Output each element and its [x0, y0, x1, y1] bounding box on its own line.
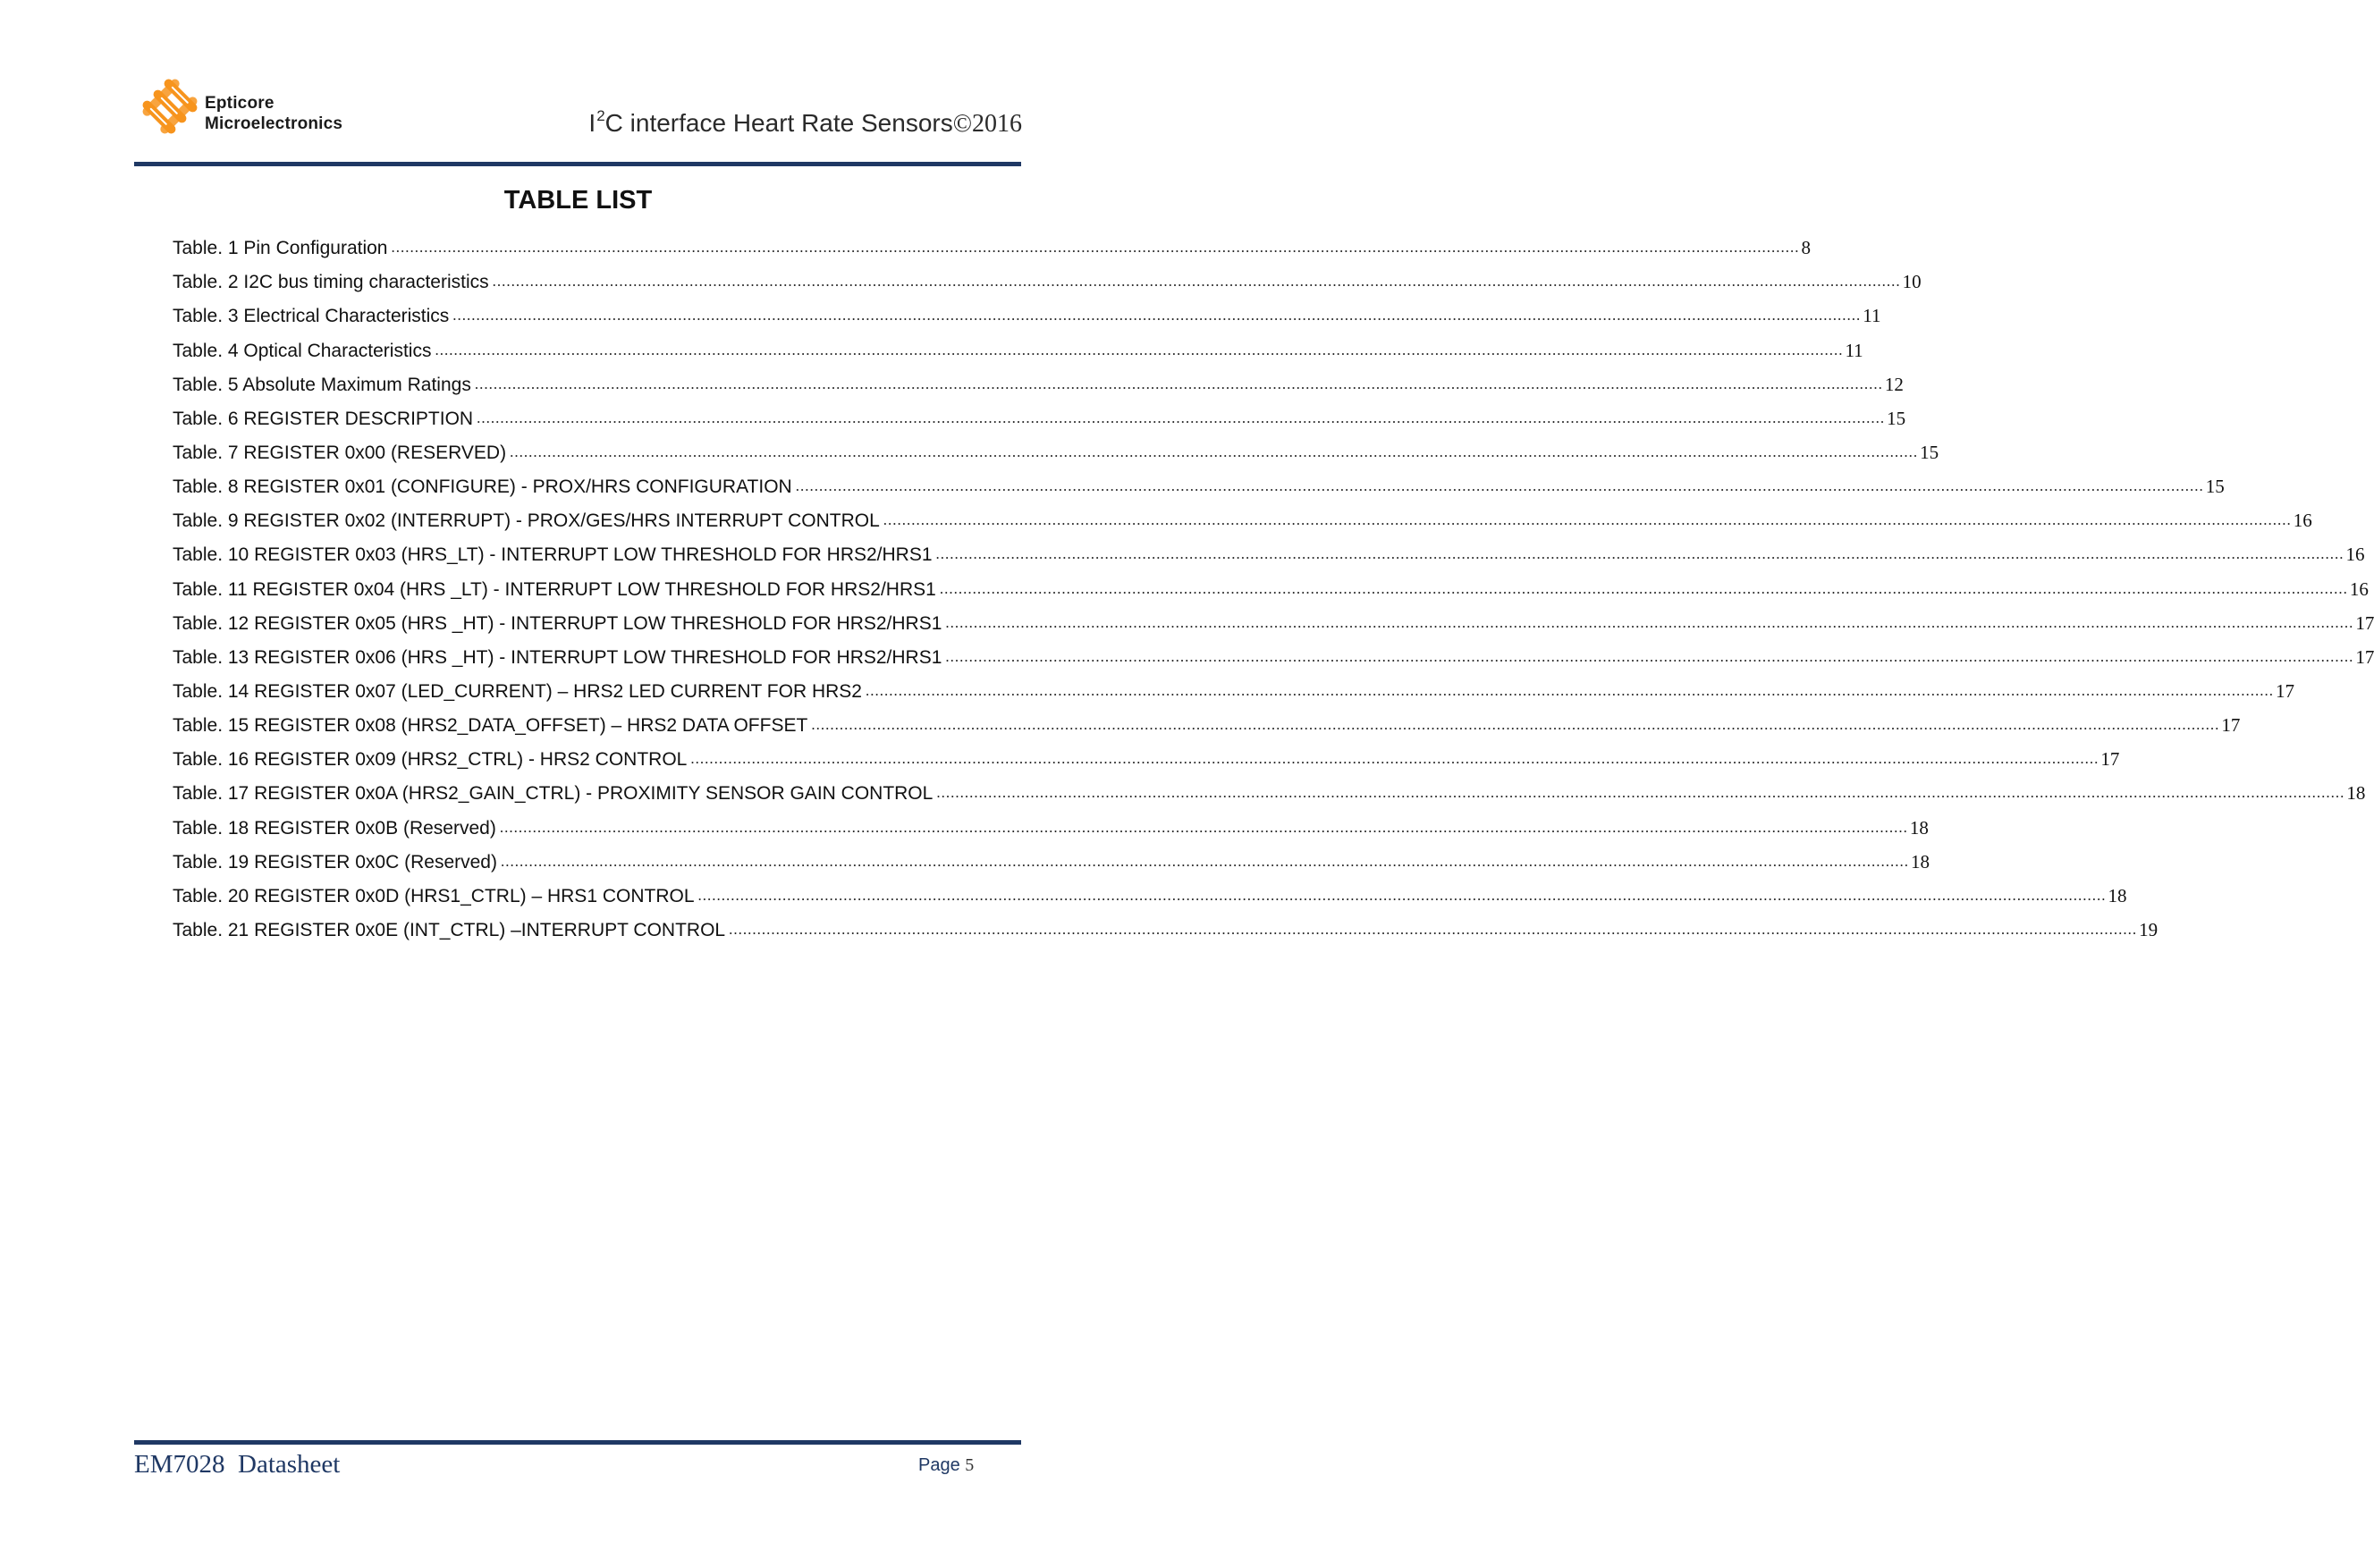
toc-entry-label: Table. 20 REGISTER 0x0D (HRS1_CTRL) – HRS1 CONTROL — [173, 885, 695, 906]
toc-entry-page: 16 — [2345, 544, 2365, 566]
toc-dot-leader: ............................................................................................................................................................................................................................................................................................................ — [690, 750, 2099, 768]
footer-page-label: Page — [918, 1455, 960, 1475]
toc-entry-page: 16 — [2349, 577, 2369, 600]
toc-entry-label: Table. 8 REGISTER 0x01 (CONFIGURE) - PROX/HRS CONFIGURATION — [173, 476, 792, 498]
toc-dot-leader: ............................................................................................................................................................................................................................................................................................................ — [510, 443, 1919, 460]
toc-entry-label: Table. 19 REGISTER 0x0C (Reserved) — [173, 851, 497, 873]
toc-entry[interactable] — [173, 362, 1904, 396]
toc-entry-label: Table. 4 Optical Characteristics — [173, 340, 432, 361]
toc-entry[interactable] — [173, 873, 2127, 907]
company-logo — [140, 77, 462, 139]
toc-entry[interactable] — [173, 396, 1906, 430]
toc-title: TABLE LIST — [503, 186, 653, 215]
toc-entry-label: Table. 7 REGISTER 0x00 (RESERVED) — [173, 442, 507, 463]
toc-entry[interactable] — [173, 327, 1863, 361]
footer-page — [918, 1455, 974, 1476]
toc-dot-leader: ............................................................................................................................................................................................................................................................................................................ — [935, 545, 2344, 563]
toc-entry-label: Table. 1 Pin Configuration — [173, 238, 388, 259]
toc-entry[interactable] — [173, 703, 2241, 737]
toc-entry[interactable] — [173, 839, 1930, 873]
footer-rule — [134, 1440, 1021, 1445]
title-copyright: ©2016 — [952, 110, 1022, 138]
toc-entry[interactable] — [173, 771, 2366, 805]
toc-entry[interactable] — [173, 293, 1881, 327]
toc-entry-page: 18 — [2108, 884, 2127, 906]
toc-entry-page: 8 — [1801, 237, 1811, 259]
toc-entry-page: 19 — [2139, 918, 2159, 940]
toc-dot-leader: ............................................................................................................................................................................................................................................................................................................ — [697, 886, 2107, 904]
toc-entry-label: Table. 10 REGISTER 0x03 (HRS_LT) - INTERRUPT LOW THRESHOLD FOR HRS2/HRS1 — [173, 544, 933, 566]
toc-dot-leader: ............................................................................................................................................................................................................................................................................................................ — [939, 579, 2348, 597]
toc-entry-label: Table. 16 REGISTER 0x09 (HRS2_CTRL) - HRS2 CONTROL — [173, 749, 688, 771]
header-rule — [134, 162, 1021, 166]
toc-entry-page: 17 — [2221, 714, 2241, 737]
title-prefix: I — [588, 109, 596, 137]
toc-dot-leader: ............................................................................................................................................................................................................................................................................................................ — [391, 239, 1800, 257]
footer-doc-name: EM7028 Datasheet — [134, 1450, 341, 1479]
logo-line-1: Epticore — [205, 94, 275, 113]
toc-dot-leader: ............................................................................................................................................................................................................................................................................................................ — [945, 613, 2354, 631]
toc-dot-leader: ............................................................................................................................................................................................................................................................................................................ — [452, 307, 1862, 325]
document-header-title — [588, 107, 1022, 139]
toc-dot-leader: ............................................................................................................................................................................................................................................................................................................ — [492, 273, 1901, 291]
toc-entry[interactable] — [173, 635, 2374, 669]
toc-entry-page: 10 — [1902, 271, 1922, 293]
toc-entry-page: 15 — [1887, 407, 1906, 429]
toc-entry-page: 17 — [2355, 645, 2374, 668]
toc-entry[interactable] — [173, 430, 1939, 464]
toc-entry-page: 18 — [1910, 850, 1930, 873]
table-list — [173, 225, 2374, 941]
toc-entry-label: Table. 6 REGISTER DESCRIPTION — [173, 408, 474, 429]
title-main: C interface Heart Rate Sensors — [604, 109, 953, 137]
toc-entry[interactable] — [173, 907, 2159, 941]
toc-entry-page: 11 — [1863, 305, 1881, 327]
toc-entry-label: Table. 12 REGISTER 0x05 (HRS _HT) - INTERRUPT LOW THRESHOLD FOR HRS2/HRS1 — [173, 612, 942, 634]
toc-entry-page: 12 — [1884, 373, 1904, 395]
toc-entry[interactable] — [173, 566, 2369, 600]
toc-entry[interactable] — [173, 737, 2120, 771]
toc-dot-leader: ............................................................................................................................................................................................................................................................................................................ — [945, 647, 2354, 665]
toc-dot-leader: ............................................................................................................................................................................................................................................................................................................ — [729, 920, 2138, 938]
title-superscript: 2 — [596, 107, 605, 124]
epticore-logo-icon — [140, 77, 199, 136]
toc-entry[interactable] — [173, 669, 2294, 703]
toc-entry-label: Table. 15 REGISTER 0x08 (HRS2_DATA_OFFSET) – HRS2 DATA OFFSET — [173, 715, 808, 737]
toc-dot-leader: ............................................................................................................................................................................................................................................................................................................ — [811, 716, 2220, 734]
toc-entry-label: Table. 2 I2C bus timing characteristics — [173, 272, 489, 293]
toc-entry[interactable] — [173, 464, 2225, 498]
footer-page-number: 5 — [965, 1455, 975, 1475]
toc-entry-page: 16 — [2293, 510, 2312, 532]
toc-entry[interactable] — [173, 498, 2312, 532]
toc-entry-page: 11 — [1845, 339, 1863, 361]
toc-entry[interactable] — [173, 532, 2365, 566]
toc-entry-page: 17 — [2355, 611, 2374, 634]
toc-entry-page: 15 — [2205, 476, 2225, 498]
toc-dot-leader: ............................................................................................................................................................................................................................................................................................................ — [795, 477, 2204, 495]
toc-entry-page: 17 — [2275, 679, 2294, 702]
toc-entry-page: 18 — [2346, 782, 2366, 805]
toc-entry-label: Table. 18 REGISTER 0x0B (Reserved) — [173, 817, 496, 839]
toc-entry-label: Table. 3 Electrical Characteristics — [173, 306, 450, 327]
toc-entry-label: Table. 17 REGISTER 0x0A (HRS2_GAIN_CTRL) - PROXIMITY SENSOR GAIN CONTROL — [173, 783, 934, 805]
toc-dot-leader: ............................................................................................................................................................................................................................................................................................................ — [883, 511, 2292, 529]
toc-dot-leader: ............................................................................................................................................................................................................................................................................................................ — [474, 375, 1883, 392]
toc-entry-label: Table. 5 Absolute Maximum Ratings — [173, 374, 471, 395]
logo-line-2: Microelectronics — [205, 114, 343, 133]
toc-entry-page: 17 — [2100, 748, 2120, 771]
toc-dot-leader: ............................................................................................................................................................................................................................................................................................................ — [435, 341, 1844, 358]
toc-entry-label: Table. 13 REGISTER 0x06 (HRS _HT) - INTERRUPT LOW THRESHOLD FOR HRS2/HRS1 — [173, 646, 942, 668]
toc-dot-leader: ............................................................................................................................................................................................................................................................................................................ — [865, 681, 2274, 699]
toc-dot-leader: ............................................................................................................................................................................................................................................................................................................ — [477, 409, 1886, 426]
toc-entry[interactable] — [173, 601, 2374, 635]
toc-dot-leader: ............................................................................................................................................................................................................................................................................................................ — [936, 784, 2345, 802]
toc-entry-label: Table. 14 REGISTER 0x07 (LED_CURRENT) – HRS2 LED CURRENT FOR HRS2 — [173, 680, 862, 702]
toc-dot-leader: ............................................................................................................................................................................................................................................................................................................ — [499, 818, 1908, 836]
toc-entry-page: 15 — [1920, 441, 1939, 463]
toc-dot-leader: ............................................................................................................................................................................................................................................................................................................ — [500, 852, 1909, 870]
toc-entry[interactable] — [173, 259, 1922, 293]
toc-entry[interactable] — [173, 805, 1929, 839]
toc-entry-label: Table. 11 REGISTER 0x04 (HRS _LT) - INTERRUPT LOW THRESHOLD FOR HRS2/HRS1 — [173, 578, 936, 600]
toc-entry-page: 18 — [1909, 816, 1929, 839]
toc-entry[interactable] — [173, 225, 1811, 259]
toc-entry-label: Table. 21 REGISTER 0x0E (INT_CTRL) –INTERRUPT CONTROL — [173, 919, 726, 940]
toc-entry-label: Table. 9 REGISTER 0x02 (INTERRUPT) - PROX/GES/HRS INTERRUPT CONTROL — [173, 510, 880, 532]
